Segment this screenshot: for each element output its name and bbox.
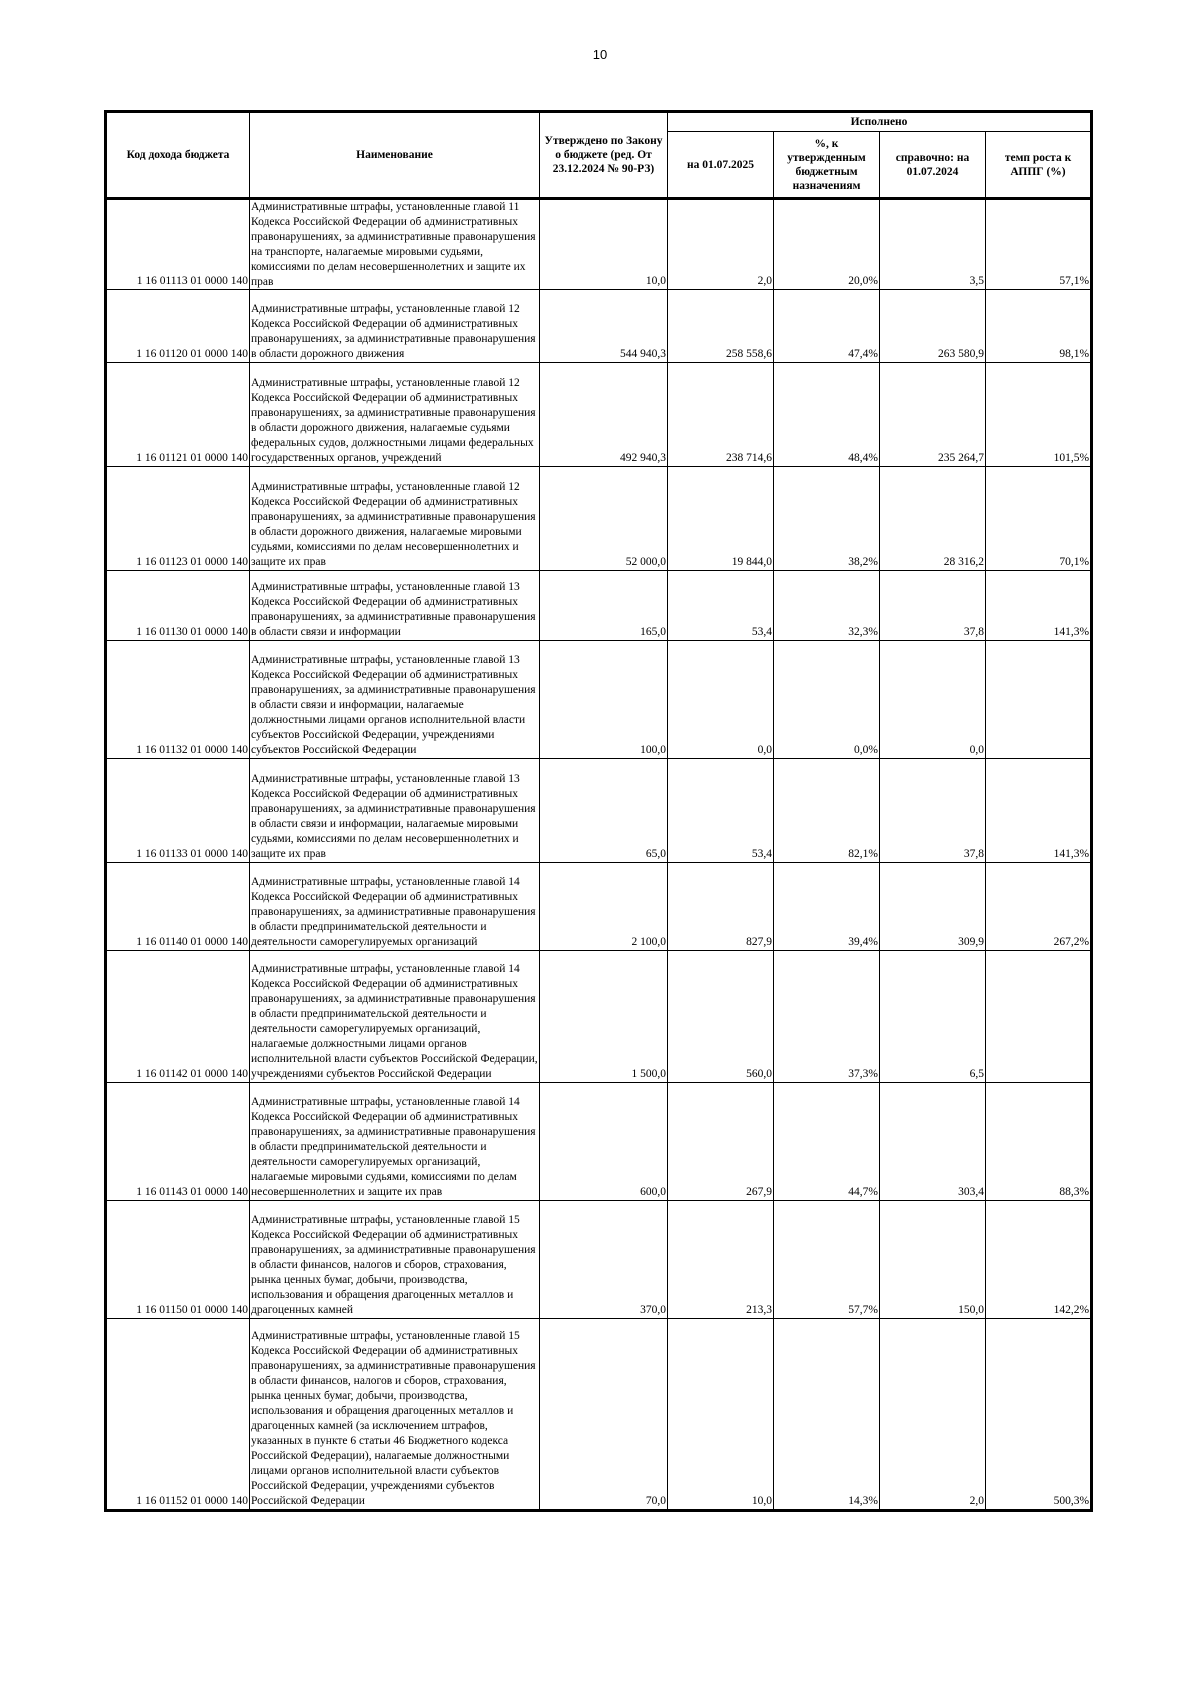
row-reference: 0,0: [880, 641, 986, 759]
row-reference: 309,9: [880, 863, 986, 951]
row-code: 1 16 01142 01 0000 140: [106, 951, 250, 1083]
header-approved: Утверждено по Закону о бюджете (ред. От 23.12.2024 № 90-РЗ): [540, 112, 668, 199]
row-name: Административные штрафы, установленные главой 14 Кодекса Российской Федерации об административных правонарушениях, за административные правонарушения в области предпринимательской деятельности и деятельности саморегулируемых организаций, налагаемые мировыми судьями, комиссиями по делам несовершеннолетних и защите их прав: [250, 1083, 540, 1201]
row-approved: 10,0: [540, 199, 668, 290]
row-name: Административные штрафы, установленные главой 12 Кодекса Российской Федерации об административных правонарушениях, за административные правонарушения в области дорожного движения, налагаемые судьями федеральных судов, должностными лицами федеральных государственных органов, учреждений: [250, 363, 540, 467]
row-percent: 57,7%: [774, 1201, 880, 1319]
row-approved: 370,0: [540, 1201, 668, 1319]
header-percent: %, к утвержденным бюджетным назначениям: [774, 132, 880, 199]
row-percent: 38,2%: [774, 467, 880, 571]
table-row: [106, 863, 1092, 951]
row-executed: 213,3: [668, 1201, 774, 1319]
header-reference: справочно: на 01.07.2024: [880, 132, 986, 199]
row-name: Административные штрафы, установленные главой 15 Кодекса Российской Федерации об административных правонарушениях, за административные правонарушения в области финансов, налогов и сборов, страхования, рынка ценных бумаг, добычи, производства, использования и обращения драгоценных металлов и драгоценных камней: [250, 1201, 540, 1319]
table-row: [106, 467, 1092, 571]
budget-table: [104, 110, 1093, 1512]
table-row: [106, 1201, 1092, 1319]
row-approved: 70,0: [540, 1319, 668, 1511]
row-name: Административные штрафы, установленные главой 12 Кодекса Российской Федерации об административных правонарушениях, за административные правонарушения в области дорожного движения, налагаемые мировыми судьями, комиссиями по делам несовершеннолетних и защите их прав: [250, 467, 540, 571]
table-row: [106, 641, 1092, 759]
table-row: [106, 363, 1092, 467]
row-approved: 100,0: [540, 641, 668, 759]
row-executed: 2,0: [668, 199, 774, 290]
row-code: 1 16 01140 01 0000 140: [106, 863, 250, 951]
row-code: 1 16 01130 01 0000 140: [106, 571, 250, 641]
row-name: Административные штрафы, установленные главой 15 Кодекса Российской Федерации об административных правонарушениях, за административные правонарушения в области финансов, налогов и сборов, страхования, рынка ценных бумаг, добычи, производства, использования и обращения драгоценных металлов и драгоценных камней (за исключением штрафов, указанных в пункте 6 статьи 46 Бюджетного кодекса Российской Федерации), налагаемые должностными лицами органов исполнительной власти субъектов Российской Федерации, учреждениями субъектов Российской Федерации: [250, 1319, 540, 1511]
row-name: Административные штрафы, установленные главой 14 Кодекса Российской Федерации об административных правонарушениях, за административные правонарушения в области предпринимательской деятельности и деятельности саморегулируемых организаций, налагаемые должностными лицами органов исполнительной власти субъектов Российской Федерации, учреждениями субъектов Российской Федерации: [250, 951, 540, 1083]
row-reference: 37,8: [880, 759, 986, 863]
row-executed: 0,0: [668, 641, 774, 759]
row-growth: [986, 951, 1092, 1083]
row-growth: 70,1%: [986, 467, 1092, 571]
row-percent: 37,3%: [774, 951, 880, 1083]
row-code: 1 16 01132 01 0000 140: [106, 641, 250, 759]
table-body: [106, 199, 1092, 1511]
row-name: Административные штрафы, установленные главой 14 Кодекса Российской Федерации об административных правонарушениях, за административные правонарушения в области предпринимательской деятельности и деятельности саморегулируемых организаций: [250, 863, 540, 951]
row-growth: 101,5%: [986, 363, 1092, 467]
row-name: Административные штрафы, установленные главой 11 Кодекса Российской Федерации об административных правонарушениях, за административные правонарушения на транспорте, налагаемые мировыми судьями, комиссиями по делам несовершеннолетних и защите их прав: [250, 199, 540, 290]
header-executed: Исполнено: [668, 112, 1092, 132]
row-reference: 235 264,7: [880, 363, 986, 467]
row-approved: 544 940,3: [540, 290, 668, 363]
table-row: [106, 951, 1092, 1083]
row-growth: [986, 641, 1092, 759]
row-reference: 263 580,9: [880, 290, 986, 363]
row-name: Административные штрафы, установленные главой 13 Кодекса Российской Федерации об административных правонарушениях, за административные правонарушения в области связи и информации, налагаемые мировыми судьями, комиссиями по делам несовершеннолетних и защите их прав: [250, 759, 540, 863]
row-reference: 2,0: [880, 1319, 986, 1511]
row-approved: 165,0: [540, 571, 668, 641]
row-name: Административные штрафы, установленные главой 13 Кодекса Российской Федерации об административных правонарушениях, за административные правонарушения в области связи и информации, налагаемые должностными лицами органов исполнительной власти субъектов Российской Федерации, учреждениями субъектов Российской Федерации: [250, 641, 540, 759]
row-code: 1 16 01150 01 0000 140: [106, 1201, 250, 1319]
page-number: 10: [592, 47, 608, 62]
row-approved: 1 500,0: [540, 951, 668, 1083]
row-name: Административные штрафы, установленные главой 13 Кодекса Российской Федерации об административных правонарушениях, за административные правонарушения в области связи и информации: [250, 571, 540, 641]
row-percent: 0,0%: [774, 641, 880, 759]
row-growth: 142,2%: [986, 1201, 1092, 1319]
row-code: 1 16 01152 01 0000 140: [106, 1319, 250, 1511]
row-executed: 267,9: [668, 1083, 774, 1201]
row-growth: 267,2%: [986, 863, 1092, 951]
row-code: 1 16 01121 01 0000 140: [106, 363, 250, 467]
table-row: [106, 571, 1092, 641]
row-percent: 82,1%: [774, 759, 880, 863]
table-row: [106, 199, 1092, 290]
row-percent: 44,7%: [774, 1083, 880, 1201]
row-executed: 258 558,6: [668, 290, 774, 363]
row-growth: 98,1%: [986, 290, 1092, 363]
row-growth: 141,3%: [986, 759, 1092, 863]
row-reference: 6,5: [880, 951, 986, 1083]
row-growth: 141,3%: [986, 571, 1092, 641]
row-code: 1 16 01123 01 0000 140: [106, 467, 250, 571]
row-reference: 37,8: [880, 571, 986, 641]
row-growth: 500,3%: [986, 1319, 1092, 1511]
row-growth: 88,3%: [986, 1083, 1092, 1201]
table-row: [106, 1319, 1092, 1511]
row-percent: 47,4%: [774, 290, 880, 363]
table-row: [106, 1083, 1092, 1201]
header-name: Наименование: [250, 112, 540, 199]
row-percent: 48,4%: [774, 363, 880, 467]
row-growth: 57,1%: [986, 199, 1092, 290]
row-approved: 52 000,0: [540, 467, 668, 571]
row-percent: 20,0%: [774, 199, 880, 290]
row-reference: 150,0: [880, 1201, 986, 1319]
table-row: [106, 759, 1092, 863]
row-executed: 53,4: [668, 571, 774, 641]
row-percent: 32,3%: [774, 571, 880, 641]
row-approved: 492 940,3: [540, 363, 668, 467]
row-percent: 39,4%: [774, 863, 880, 951]
row-executed: 560,0: [668, 951, 774, 1083]
row-approved: 600,0: [540, 1083, 668, 1201]
row-reference: 303,4: [880, 1083, 986, 1201]
header-growth: темп роста к АППГ (%): [986, 132, 1092, 199]
header-on-date: на 01.07.2025: [668, 132, 774, 199]
table-row: [106, 290, 1092, 363]
row-code: 1 16 01120 01 0000 140: [106, 290, 250, 363]
row-executed: 53,4: [668, 759, 774, 863]
row-code: 1 16 01113 01 0000 140: [106, 199, 250, 290]
row-reference: 28 316,2: [880, 467, 986, 571]
header-code: Код дохода бюджета: [106, 112, 250, 199]
row-executed: 19 844,0: [668, 467, 774, 571]
row-name: Административные штрафы, установленные главой 12 Кодекса Российской Федерации об административных правонарушениях, за административные правонарушения в области дорожного движения: [250, 290, 540, 363]
row-executed: 238 714,6: [668, 363, 774, 467]
row-code: 1 16 01143 01 0000 140: [106, 1083, 250, 1201]
row-approved: 65,0: [540, 759, 668, 863]
row-executed: 827,9: [668, 863, 774, 951]
row-approved: 2 100,0: [540, 863, 668, 951]
row-percent: 14,3%: [774, 1319, 880, 1511]
row-code: 1 16 01133 01 0000 140: [106, 759, 250, 863]
row-reference: 3,5: [880, 199, 986, 290]
row-executed: 10,0: [668, 1319, 774, 1511]
